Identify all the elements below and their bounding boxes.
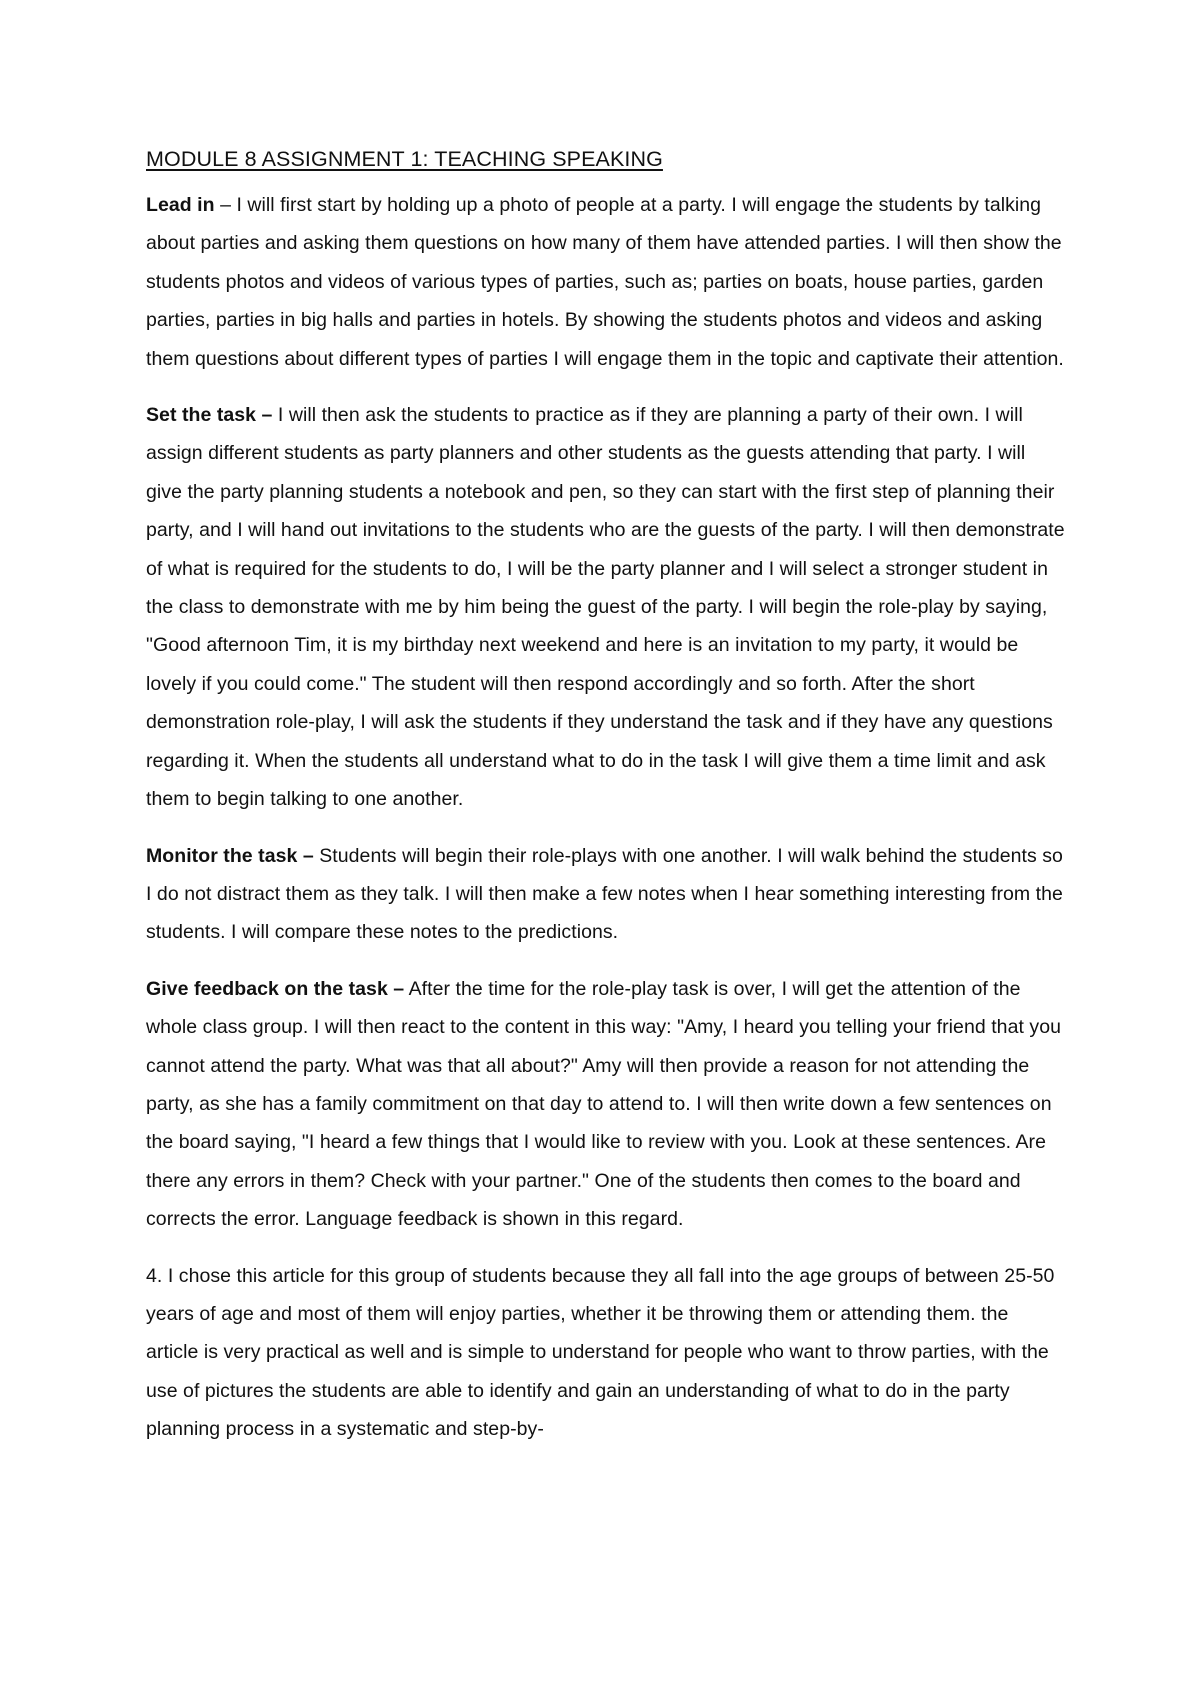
section-text-give-feedback: After the time for the role-play task is over, I will get the attention of the whole class group. I will then react to the content in this way: "Amy, I heard you telling your friend that you cannot attend the party. What was that all about?" Amy will then provide a reason for not attending the party, as she has a family commitment on that day to attend to. I will then write down a few sentences on the board saying, "I heard a few things that I would like to review with you. Look at these sentences. Are there any errors in them? Check with your partner." One of the students then comes to the board and corrects the error. Language feedback is shown in this regard. [146,977,1061,1231]
section-text-set-the-task: I will then ask the students to practice as if they are planning a party of their own. I will assign different students as party planners and other students as the guests attending that party. I will give the party planning students a notebook and pen, so they can start with the first step of planning their party, and I will hand out invitations to the students who are the guests of the party. I will then demonstrate of what is required for the students to do, I will be the party planner and I will select a stronger student in the class to demonstrate with me by him being the guest of the party. I will begin the role-play by saying, "Good afternoon Tim, it is my birthday next weekend and here is an invitation to my party, it would be lovely if you could come." The student will then respond accordingly and so forth. After the short demonstration role-play, I will ask the students if they understand the task and if they have any questions regarding it. When the students all understand what to do in the task I will give them a time limit and ask them to begin talking to one another. [146,404,1065,811]
section-heading-set-the-task: Set the task – [146,404,273,427]
section-lead-in [146,186,1066,378]
section-set-the-task [146,396,1066,818]
section-heading-monitor-the-task: Monitor the task – [146,844,314,867]
document-title: MODULE 8 ASSIGNMENT 1: TEACHING SPEAKING [146,147,663,171]
section-monitor-the-task [146,837,1066,952]
section-separator: – [214,194,237,216]
section-text-monitor-the-task: Students will begin their role-plays with one another. I will walk behind the students so I do not distract them as they talk. I will then make a few notes when I hear something interesting from the students. I will compare these notes to the predictions. [146,844,1063,944]
section-text-lead-in: I will first start by holding up a photo of people at a party. I will engage the students by talking about parties and asking them questions on how many of them have attended parties. I will then show the students photos and videos of various types of parties, such as; parties on boats, house parties, garden parties, parties in big halls and parties in hotels. By showing the students photos and videos and asking them questions about different types of parties I will engage them in the topic and captivate their attention. [146,194,1064,370]
section-heading-give-feedback: Give feedback on the task – [146,977,405,1000]
document-page [146,142,1066,1467]
section-give-feedback [146,970,1066,1239]
section-heading-lead-in: Lead in [146,194,215,216]
section-text-point-4: 4. I chose this article for this group of students because they all fall into the age groups of between 25-50 years of age and most of them will enjoy parties, whether it be throwing them or attending them. the article is very practical as well and is simple to understand for people who want to throw parties, with the use of pictures the students are able to identify and gain an understanding of what to do in the party planning process in a systematic and step-by- [146,1264,1055,1441]
section-point-4 [146,1257,1066,1449]
